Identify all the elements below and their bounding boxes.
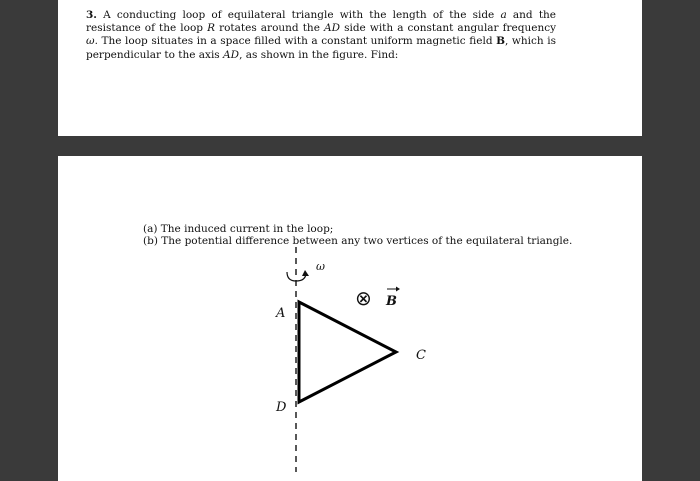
problem-text: , which is perpendicular to the axis bbox=[86, 35, 556, 61]
problem-text: . The loop situates in a space filled with a constant uniform magnetic field bbox=[94, 35, 493, 48]
omega-label: ω bbox=[316, 260, 325, 273]
vertex-c-label: C bbox=[416, 348, 426, 363]
var-a: a bbox=[500, 9, 507, 21]
var-ad: AD bbox=[324, 22, 341, 35]
field-b-label: B bbox=[386, 294, 397, 309]
vector-arrowhead bbox=[396, 287, 400, 292]
problem-text: side with a constant angular frequency bbox=[344, 22, 557, 35]
question-b: (b) The potential difference between any two vertices of the equilateral triangle. bbox=[143, 235, 573, 247]
question-a: (a) The induced current in the loop; bbox=[143, 223, 334, 235]
field-b: B bbox=[496, 35, 505, 48]
triangle-loop bbox=[299, 302, 396, 402]
vertex-a-label: A bbox=[276, 306, 286, 321]
var-omega: ω bbox=[86, 35, 95, 48]
problem-text: rotates around the bbox=[219, 22, 320, 35]
vertex-d-label: D bbox=[276, 400, 287, 415]
var-r: R bbox=[207, 22, 216, 35]
problem-number: 3. bbox=[86, 9, 97, 21]
problem-text: and the resistance of the loop bbox=[86, 9, 557, 35]
var-ad: AD bbox=[223, 48, 240, 61]
rotation-arrowhead bbox=[302, 270, 309, 276]
problem-text: A conducting loop of equilateral triangle with the length of the side bbox=[103, 9, 495, 21]
field-into-page-icon: ⊗ bbox=[355, 286, 372, 310]
problem-text: , as shown in the figure. Find: bbox=[239, 48, 399, 61]
